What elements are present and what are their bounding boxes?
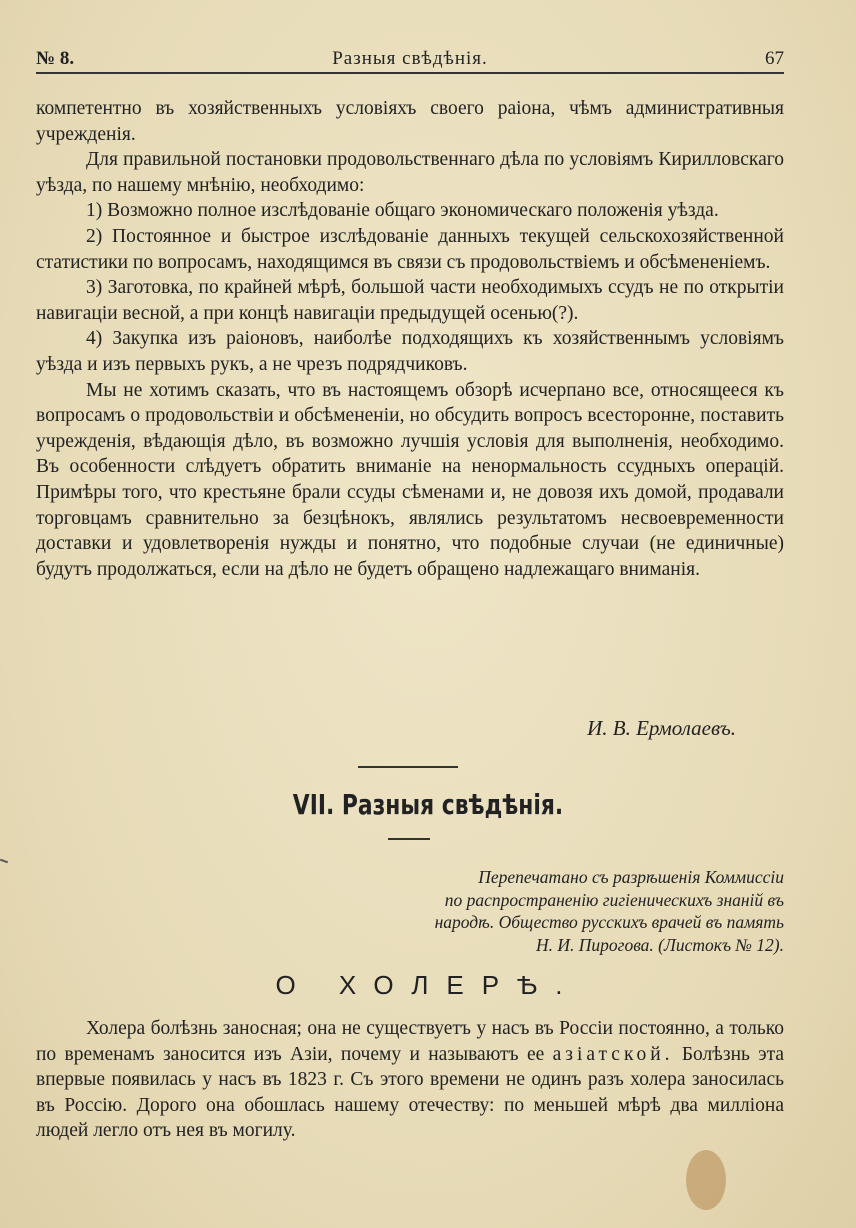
reprint-line: народѣ. Общество русскихъ врачей въ память	[434, 912, 784, 932]
list-item: 3) Заготовка, по крайней мѣрѣ, большой части необходимыхъ ссудъ не по открытіи навигаціи весной, а при концѣ навигаціи предыдущей осенью(?).	[36, 277, 784, 324]
spaced-word: азіатской.	[552, 1043, 674, 1065]
text-run: Холера болѣзнь заносная; она не существуетъ у насъ въ Россіи постоянно, а только по временамъ заносится изъ Азіи, почему и называютъ ее	[36, 1018, 784, 1065]
paragraph	[36, 1016, 784, 1144]
article-body	[36, 96, 784, 582]
header-rule	[36, 72, 784, 74]
issue-number: № 8.	[36, 48, 75, 69]
text-run: Болѣзнь эта впервые появилась у насъ въ 1823 г. Съ этого времени не одинъ разъ холера заносилась въ Россію. Дорого она обошлась нашему отечеству: по меньшей мѣрѣ два милліона людей легло отъ нея въ могилу.	[36, 1043, 785, 1142]
margin-mark	[0, 859, 8, 864]
reprint-note	[386, 866, 784, 956]
short-rule	[388, 838, 430, 840]
list-item: 2) Постоянное и быстрое изслѣдованіе данныхъ текущей сельскохозяйственной статистики по вопросамъ, находящимся въ связи съ продовольствіемъ и обсѣмененіемъ.	[36, 225, 784, 273]
paragraph: компетентно въ хозяйственныхъ условіяхъ своего раіона, чѣмъ административныя учрежденія.	[36, 98, 784, 145]
running-header	[36, 44, 784, 74]
paper-stain	[686, 1150, 726, 1210]
reprint-line: по распространенію гигіеническихъ знаній въ	[444, 889, 784, 910]
page-number: 67	[765, 48, 784, 69]
list-item: 4) Закупка изъ раіоновъ, наиболѣе подходящихъ къ хозяйственнымъ условіямъ уѣзда и изъ первыхъ рукъ, а не чрезъ подрядчиковъ.	[36, 328, 784, 375]
paragraph: Для правильной постановки продовольственнаго дѣла по условіямъ Кирилловскаго уѣзда, по нашему мнѣнію, необходимо:	[36, 149, 784, 196]
article-title: О ХОЛЕРѢ.	[275, 970, 581, 1000]
list-item: 1) Возможно полное изслѣдованіе общаго экономическаго положенія уѣзда.	[86, 200, 719, 222]
separator-rule	[358, 766, 458, 768]
paragraph: Мы не хотимъ сказать, что въ настоящемъ обзорѣ исчерпано все, относящееся къ вопросамъ о продовольствіи и обсѣмененіи, но обсудить вопросъ всесторонне, поставить учрежденія, вѣдающія дѣло, въ возможно лучшія условія для выполненія, необходимо. Въ особенности слѣдуетъ обратить вниманіе на ненормальность ссудныхъ операцій. Примѣры того, что крестьяне брали ссуды сѣменами и, не довозя ихъ домой, продавали торговцамъ сравнительно за безцѣнокъ, являлись результатомъ несвоевременности доставки и удовлетворенія нужды и понятно, что подобные случаи (не единичные) будутъ продолжаться, если на дѣло не будетъ обращено надлежащаго вниманія.	[36, 379, 784, 580]
article2-body	[36, 1016, 784, 1144]
section-header-title: Разныя свѣдѣнія.	[332, 48, 488, 69]
reprint-line: Н. И. Пирогова. (Листокъ № 12).	[535, 934, 784, 955]
reprint-line: Перепечатано съ разрѣшенія Коммиссіи	[478, 867, 784, 887]
author-signature: И. В. Ермолаевъ.	[587, 716, 736, 740]
section-title: VII. Разныя свѣдѣнія.	[292, 788, 564, 821]
